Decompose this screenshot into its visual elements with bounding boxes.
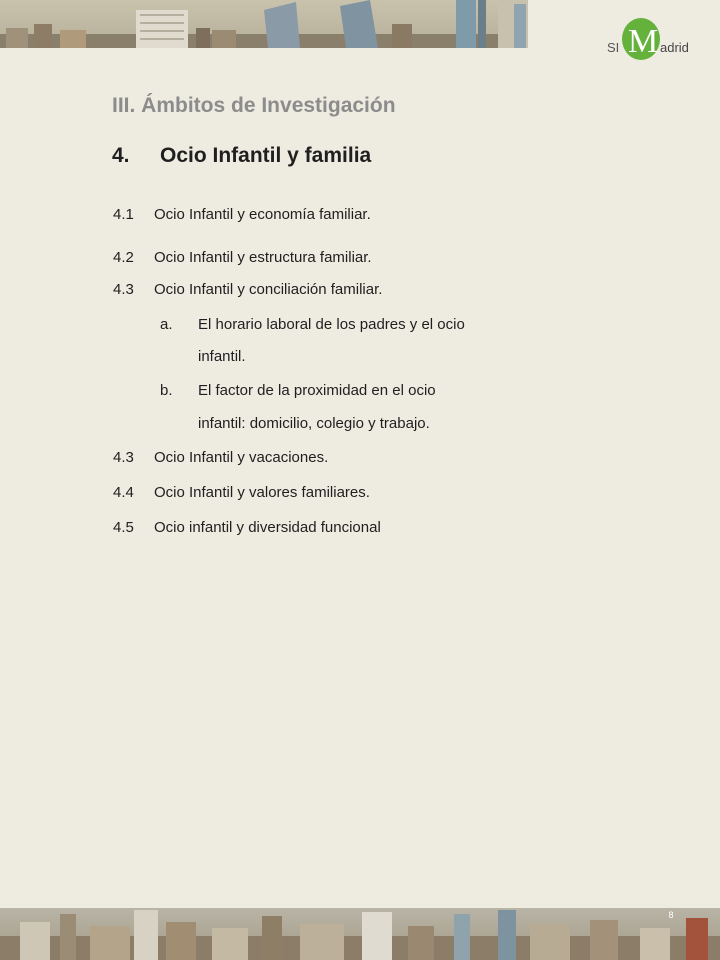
toc-item-text: Ocio Infantil y estructura familiar. [154, 249, 372, 266]
toc-item [113, 519, 381, 536]
toc-item-number: 4.1 [113, 206, 134, 223]
header-banner-image [0, 0, 528, 48]
page-number: 8 [668, 910, 674, 920]
section-heading: III. Ámbitos de Investigación [112, 94, 396, 117]
chapter-title-text: Ocio Infantil y familia [160, 144, 372, 167]
toc-subitem [160, 316, 465, 333]
toc-item-number: 4.3 [113, 281, 134, 298]
toc-subitem-continuation: infantil: domicilio, colegio y trabajo. [198, 415, 430, 432]
toc-item-number: 4.3 [113, 449, 134, 466]
toc-item [113, 249, 372, 266]
svg-text:M: M [628, 23, 659, 60]
svg-text:SI: SI [607, 40, 620, 55]
toc-item-number: 4.5 [113, 519, 134, 536]
toc-item-text: Ocio Infantil y vacaciones. [154, 449, 329, 466]
toc-item [113, 484, 370, 501]
toc-subitem [160, 382, 436, 399]
toc-item [113, 449, 328, 466]
toc-subitem-text: El horario laboral de los padres y el ocio [198, 316, 465, 333]
svg-text:adrid: adrid [660, 40, 689, 55]
chapter-title [112, 144, 371, 168]
toc-item-text: Ocio Infantil y valores familiares. [154, 484, 370, 501]
toc-item-number: 4.4 [113, 484, 134, 501]
toc-subitem-text: El factor de la proximidad en el ocio [198, 382, 436, 399]
toc-item-text: Ocio Infantil y economía familiar. [154, 206, 371, 223]
simadrid-logo [604, 14, 704, 66]
toc-item-number: 4.2 [113, 249, 134, 266]
toc-item [113, 281, 382, 298]
toc-item [113, 206, 371, 223]
footer-banner-image [0, 908, 720, 960]
toc-item-text: Ocio Infantil y conciliación familiar. [154, 281, 383, 298]
toc-subitem-letter: b. [160, 382, 173, 399]
chapter-number: 4. [112, 144, 130, 167]
toc-subitem-letter: a. [160, 316, 173, 333]
toc-subitem-continuation: infantil. [198, 348, 246, 365]
toc-item-text: Ocio infantil y diversidad funcional [154, 519, 381, 536]
